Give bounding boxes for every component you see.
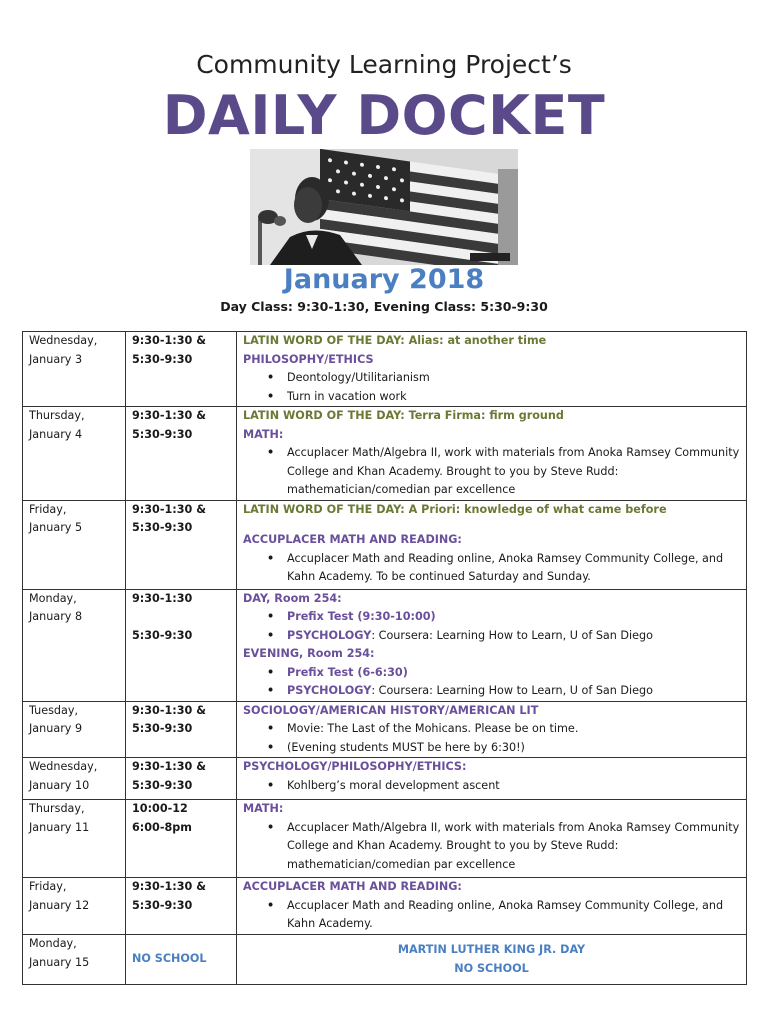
time-day: 9:30-1:30 & [132, 703, 206, 717]
activity-cell [237, 878, 747, 935]
list-item: • Kohlberg’s moral development ascent [287, 777, 740, 796]
activity-cell [237, 701, 747, 758]
day-label: Friday, [29, 502, 67, 516]
date-cell [23, 758, 126, 800]
table-row [23, 800, 747, 878]
date-label: January 11 [29, 820, 90, 834]
date-label: January 9 [29, 722, 83, 735]
list-item: • (Evening students MUST be here by 6:30!) [287, 739, 740, 758]
subtitle: Community Learning Project’s [196, 50, 572, 79]
activity-cell [237, 332, 747, 407]
holiday-note: NO SCHOOL [454, 961, 529, 975]
subject-heading: PSYCHOLOGY/PHILOSOPHY/ETHICS: [243, 760, 467, 773]
activity-cell [237, 500, 747, 589]
month-heading: January 2018 [283, 264, 485, 295]
day-label: Wednesday, [29, 760, 98, 773]
activity-list [243, 720, 740, 757]
page-title: DAILY DOCKET [162, 84, 606, 147]
time-day: 10:00-12 [132, 802, 188, 815]
item-label: PSYCHOLOGY [287, 684, 372, 697]
time-day: 9:30-1:30 & [132, 502, 206, 516]
evening-activity-list [243, 664, 740, 701]
photo-illustration [250, 149, 518, 265]
activity-cell [237, 935, 747, 985]
date-label: January 8 [29, 610, 83, 623]
time-cell [126, 332, 237, 407]
latin-word: LATIN WORD OF THE DAY: A Priori: knowledge of what came before [243, 502, 667, 516]
subject-heading: ACCUPLACER MATH AND READING: [243, 533, 462, 546]
time-cell [126, 800, 237, 878]
time-day: 9:30-1:30 & [132, 760, 206, 773]
activity-cell [237, 407, 747, 501]
day-label: Thursday, [29, 802, 85, 815]
time-evening: 5:30-9:30 [132, 352, 193, 366]
table-row [23, 589, 747, 701]
subject-heading: MATH: [243, 427, 284, 441]
item-text: : Coursera: Learning How to Learn, U of San Diego [371, 628, 653, 642]
list-item [287, 682, 740, 701]
docket-table [22, 331, 747, 985]
time-cell [126, 589, 237, 701]
time-cell [126, 758, 237, 800]
date-label: January 5 [29, 521, 83, 534]
evening-heading: EVENING, Room 254: [243, 647, 375, 660]
time-day: 9:30-1:30 [132, 591, 193, 605]
date-cell [23, 935, 126, 985]
date-label: January 12 [29, 898, 90, 912]
date-label: January 10 [29, 778, 90, 792]
table-row [23, 332, 747, 407]
class-hours: Day Class: 9:30-1:30, Evening Class: 5:30-9:30 [220, 299, 548, 314]
table-row [23, 701, 747, 758]
no-school-label: NO SCHOOL [132, 952, 207, 966]
day-label: Tuesday, [29, 703, 79, 717]
day-label: Thursday, [29, 409, 85, 422]
item-label: PSYCHOLOGY [287, 628, 372, 642]
activity-list [243, 777, 740, 796]
date-cell [23, 800, 126, 878]
date-cell [23, 589, 126, 701]
list-item: • Deontology/Utilitarianism [287, 369, 740, 388]
list-item: • Movie: The Last of the Mohicans. Please be on time. [287, 720, 740, 739]
date-cell [23, 407, 126, 501]
time-evening: 5:30-9:30 [132, 722, 193, 735]
day-label: Wednesday, [29, 334, 98, 347]
date-label: January 15 [29, 955, 90, 969]
mlk-speech-photo [250, 149, 518, 265]
activity-list [243, 550, 740, 587]
day-label: Friday, [29, 880, 67, 893]
time-cell [126, 407, 237, 501]
day-activity-list [243, 608, 740, 645]
table-row [23, 935, 747, 985]
time-cell [126, 500, 237, 589]
subject-heading: MATH: [243, 802, 284, 815]
time-evening: 5:30-9:30 [132, 628, 193, 642]
time-evening: 5:30-9:30 [132, 898, 193, 912]
time-evening: 5:30-9:30 [132, 778, 193, 792]
activity-list [243, 819, 740, 875]
time-day: 9:30-1:30 & [132, 880, 206, 893]
time-evening: 5:30-9:30 [132, 521, 193, 534]
item-text: : Coursera: Learning How to Learn, U of San Diego [371, 684, 653, 697]
activity-list [243, 897, 740, 934]
date-cell [23, 701, 126, 758]
activity-list [243, 444, 740, 500]
list-item: • Turn in vacation work [287, 388, 740, 407]
day-label: Monday, [29, 591, 77, 605]
latin-word: LATIN WORD OF THE DAY: Terra Firma: firm ground [243, 409, 564, 422]
list-item: • Accuplacer Math and Reading online, Anoka Ramsey Community College, and Kahn Academy. [287, 897, 740, 934]
time-day: 9:30-1:30 & [132, 334, 206, 347]
date-cell [23, 500, 126, 589]
activity-cell [237, 758, 747, 800]
list-item: • Accuplacer Math/Algebra II, work with materials from Anoka Ramsey Community College and Khan Academy. Brought to you by Steve Rudd: mathematician/comedian par excellence [287, 819, 740, 875]
date-label: January 3 [29, 352, 83, 366]
item-label: Prefix Test (6-6:30) [287, 665, 408, 679]
subject-heading: ACCUPLACER MATH AND READING: [243, 880, 462, 893]
table-row [23, 500, 747, 589]
holiday-name: MARTIN LUTHER KING JR. DAY [397, 943, 586, 956]
table-row [23, 758, 747, 800]
time-evening: 5:30-9:30 [132, 427, 193, 441]
time-cell [126, 878, 237, 935]
date-cell [23, 878, 126, 935]
list-item [287, 664, 740, 683]
day-label: Monday, [29, 937, 77, 950]
list-item [287, 627, 740, 646]
date-cell [23, 332, 126, 407]
subject-heading: PHILOSOPHY/ETHICS [243, 352, 374, 366]
time-cell [126, 701, 237, 758]
list-item [287, 608, 740, 627]
item-label: Prefix Test (9:30-10:00) [287, 610, 436, 623]
list-item: • Accuplacer Math/Algebra II, work with materials from Anoka Ramsey Community College and Khan Academy. Brought to you by Steve Rudd: mathematician/comedian par excellence [287, 444, 740, 500]
time-day: 9:30-1:30 & [132, 409, 206, 422]
activity-cell [237, 589, 747, 701]
day-heading: DAY, Room 254: [243, 591, 342, 605]
activity-list [243, 369, 740, 406]
latin-word: LATIN WORD OF THE DAY: Alias: at another time [243, 334, 547, 347]
activity-cell [237, 800, 747, 878]
table-row [23, 878, 747, 935]
date-label: January 4 [29, 427, 83, 441]
table-row [23, 407, 747, 501]
time-evening: 6:00-8pm [132, 820, 192, 834]
subject-heading: SOCIOLOGY/AMERICAN HISTORY/AMERICAN LIT [243, 703, 539, 717]
time-cell [126, 935, 237, 985]
list-item: • Accuplacer Math and Reading online, Anoka Ramsey Community College, and Kahn Academy. To be continued Saturday and Sunday. [287, 550, 740, 587]
